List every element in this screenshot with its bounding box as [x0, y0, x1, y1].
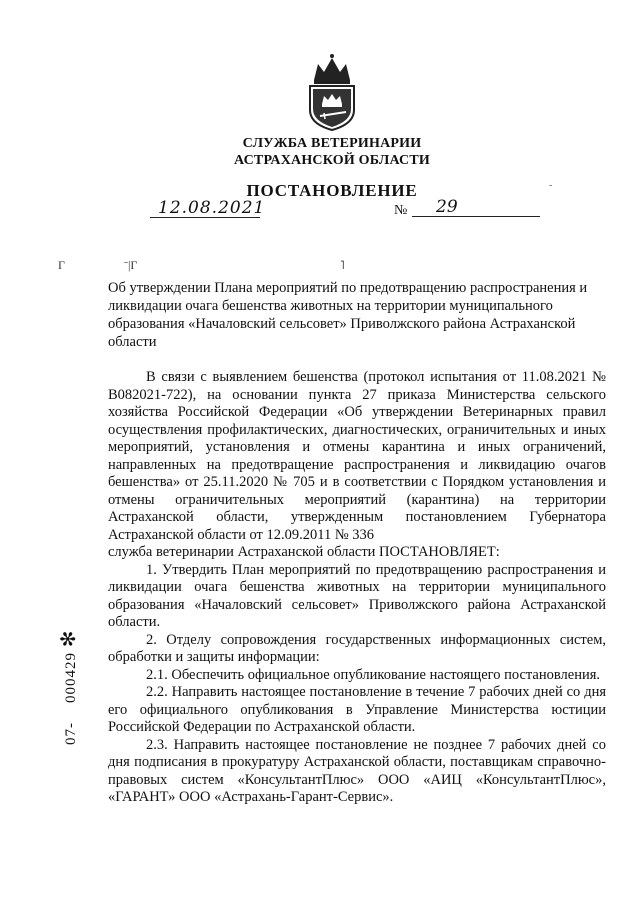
small-mark: -	[549, 180, 553, 191]
document-subject: Об утверждении Плана мероприятий по предотвращению распространения и ликвидации очага бешенства животных на территории муниципального образования «Началовский сельсовет» Приволжского района Астраханской области	[108, 280, 588, 350]
number-underline	[412, 216, 540, 217]
paragraph-item-1: 1. Утвердить План мероприятий по предотвращению распространения и ликвидации очага бешенства животных на территории муниципального образования «Началовский сельсовет» Приволжского района Астраханской области.	[108, 561, 606, 630]
paragraph-item-2: 2. Отделу сопровождения государственных информационных систем, обработки и защиты информации:	[108, 631, 606, 665]
document-type: ПОСТАНОВЛЕНИЕ	[246, 181, 418, 200]
registration-code	[56, 629, 81, 745]
paragraph-preamble: В связи с выявлением бешенства (протокол испытания от 11.08.2021 № В082021-722), на основании пункта 27 приказа Министерства сельского хозяйства Российской Федерации «Об утверждении Ветеринарных правил осуществления профилактических, диагностических, ограничительных и иных мероприятий, установления и отмены карантина и иных ограничений, направленных на предотвращение распространения и ликвидацию очагов бешенства» от 25.11.2020 № 705 и в соответствии с Порядком установления и отмены ограничительных мероприятий (карантина) на территории Астраханской области, утвержденным постановлением Губернатора Астраханской области от 12.09.2011 № 336	[108, 369, 606, 543]
registration-code-prefix: 07-	[63, 722, 79, 745]
organization-name-line1: СЛУЖБА ВЕТЕРИНАРИИ	[242, 136, 422, 151]
organization-name-line2: АСТРАХАНСКОЙ ОБЛАСТИ	[233, 153, 430, 168]
paragraph-resolves: служба ветеринарии Астраханской области ПОСТАНОВЛЯЕТ:	[108, 544, 500, 560]
registration-code-number: 000429	[63, 652, 79, 703]
paragraph-item-2-3: 2.3. Направить настоящее постановление не позднее 7 рабочих дней со дня подписания в прокуратуру Астраханской области, поставщикам справочно-правовых систем «КонсультантПлюс» ООО «АИЦ «КонсультантПлюс», «ГАРАНТ» ООО «Астрахань-Гарант-Сервис».	[108, 736, 606, 805]
number-sign: №	[394, 203, 408, 218]
date-underline	[150, 217, 260, 218]
document-date: 12.08.2021	[158, 198, 266, 218]
paragraph-item-2-1: 2.1. Обеспечить официальное опубликование настоящего постановления.	[146, 666, 601, 683]
coat-of-arms-icon	[300, 50, 364, 132]
corner-mark-right: ˥	[340, 258, 345, 272]
corner-mark-mid: ˉ|Г	[124, 258, 138, 272]
corner-mark-left: Г	[58, 258, 65, 272]
document-body	[108, 369, 606, 807]
paragraph-item-2-2: 2.2. Направить настоящее постановление в течение 7 рабочих дней со дня его официального опубликования в Управление Министерства юстиции Российской Федерации по Астраханской области.	[108, 684, 606, 735]
document-number: 29	[436, 197, 458, 217]
star-icon: ✻	[58, 629, 80, 648]
